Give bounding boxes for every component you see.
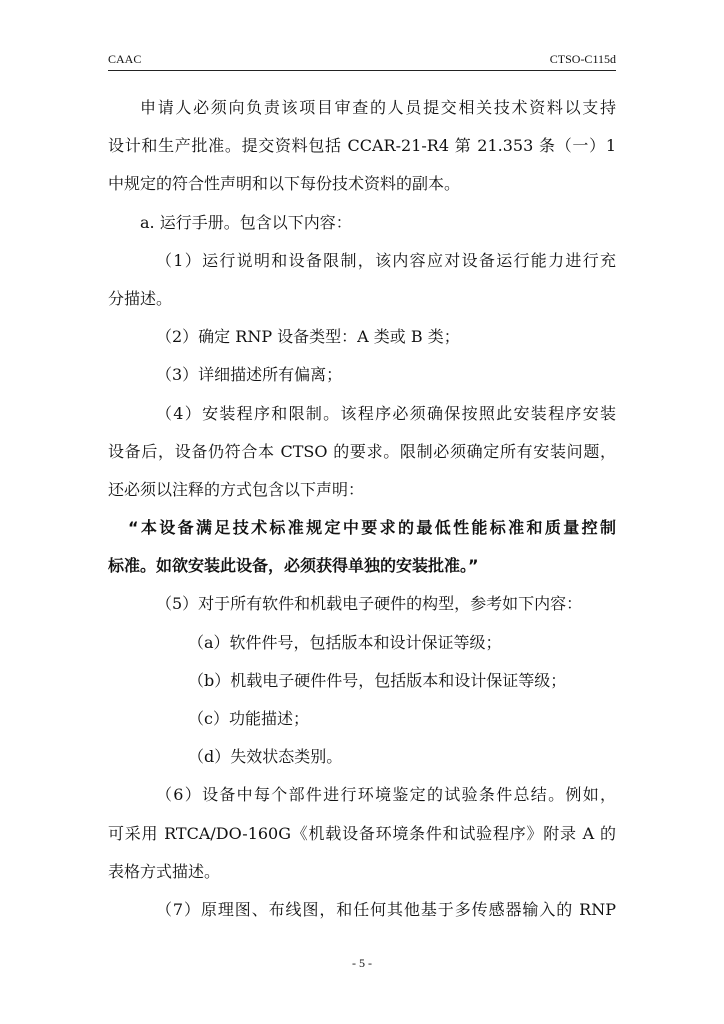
- paragraph-line: （1）运行说明和设备限制，该内容应对设备运行能力进行充: [156, 250, 616, 270]
- paragraph-line: （7）原理图、布线图，和任何其他基于多传感器输入的 RNP: [156, 899, 616, 919]
- section-heading: a. 运行手册。包含以下内容：: [140, 212, 352, 232]
- list-item: （3）详细描述所有偏离；: [156, 365, 343, 385]
- sub-list-item: （b）机载电子硬件件号，包括版本和设计保证等级；: [188, 670, 567, 690]
- paragraph-line: 表格方式描述。: [108, 861, 221, 881]
- paragraph-line: 设计和生产批准。提交资料包括 CCAR-21-R4 第 21.353 条（一）1: [108, 136, 616, 156]
- document-body: [108, 96, 616, 936]
- list-item: （5）对于所有软件和机载电子硬件的构型，参考如下内容：: [156, 594, 583, 614]
- paragraph-line: 申请人必须向负责该项目审查的人员提交相关技术资料以支持: [140, 98, 616, 117]
- bold-statement: 标准。如欲安装此设备，必须获得单独的安装批准。”: [108, 556, 479, 576]
- paragraph-line: 中规定的符合性声明和以下每份技术资料的副本。: [108, 174, 461, 194]
- bold-statement: “本设备满足技术标准规定中要求的最低性能标准和质量控制: [128, 518, 616, 538]
- page-number: - 5 -: [352, 956, 372, 970]
- header-rule: [108, 70, 616, 71]
- header-right: CTSO-C115d: [549, 52, 616, 66]
- sub-list-item: （d）失效状态类别。: [188, 747, 343, 767]
- header-left: CAAC: [108, 52, 142, 66]
- paragraph-line: 分描述。: [108, 288, 173, 308]
- paragraph-line: （6）设备中每个部件进行环境鉴定的试验条件总结。例如，: [156, 785, 616, 805]
- paragraph-line: 设备后，设备仍符合本 CTSO 的要求。限制必须确定所有安装问题，: [108, 441, 616, 461]
- paragraph-line: 还必须以注释的方式包含以下声明：: [108, 479, 365, 499]
- paragraph-line: 可采用 RTCA/DO-160G《机载设备环境条件和试验程序》附录 A 的: [108, 823, 616, 843]
- sub-list-item: （a）软件件号，包括版本和设计保证等级；: [188, 632, 502, 652]
- sub-list-item: （c）功能描述；: [188, 709, 309, 728]
- paragraph-line: （4）安装程序和限制。该程序必须确保按照此安装程序安装: [156, 403, 616, 423]
- list-item: （2）确定 RNP 设备类型：A 类或 B 类；: [156, 327, 460, 347]
